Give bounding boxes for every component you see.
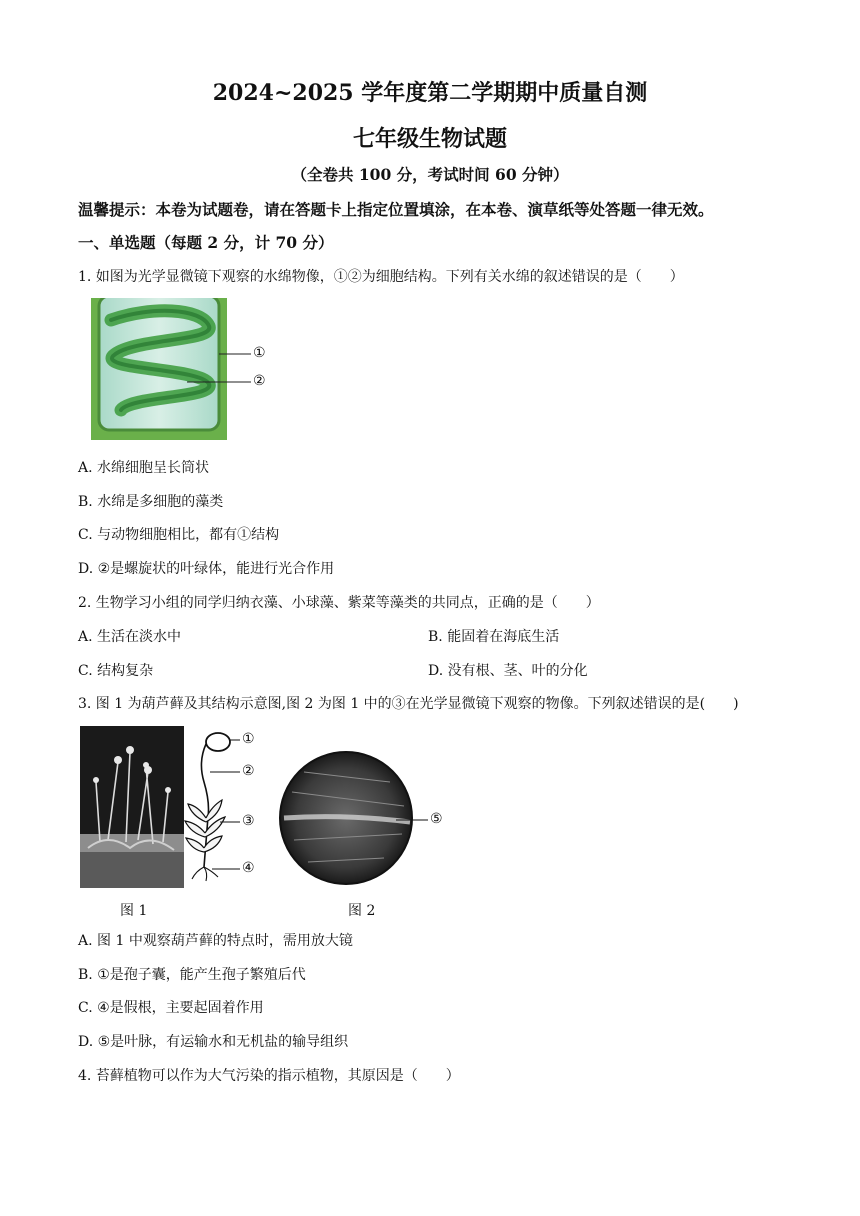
q1-option-d: D. ②是螺旋状的叶绿体，能进行光合作用	[78, 561, 335, 577]
notice: 温馨提示：本卷为试题卷，请在答题卡上指定位置填涂，在本卷、演草纸等处答题一律无效。	[78, 200, 714, 219]
question-1-stem: 1. 如图为光学显微镜下观察的水绵物像，①②为细胞结构。下列有关水绵的叙述错误的是（ ）	[78, 269, 684, 285]
q3-option-c: C. ④是假根，主要起固着作用	[78, 1000, 264, 1016]
q2-option-b: B. 能固着在海底生活	[428, 629, 560, 645]
q3-option-a: A. 图 1 中观察葫芦藓的特点时，需用放大镜	[78, 933, 353, 949]
exam-subtitle: 七年级生物试题	[352, 126, 507, 152]
question-4-stem: 4. 苔藓植物可以作为大气污染的指示植物，其原因是（ ）	[78, 1068, 460, 1084]
q2-option-d: D. 没有根、茎、叶的分化	[428, 663, 588, 679]
section-heading: 一、单选题（每题 2 分，计 70 分）	[78, 233, 334, 252]
figure3-label-1: ①	[242, 731, 255, 747]
q3-option-d: D. ⑤是叶脉，有运输水和无机盐的输导组织	[78, 1034, 349, 1050]
figure3-label-3: ③	[242, 813, 255, 829]
spirogyra-figure	[91, 298, 281, 440]
exam-title: 2024~2025 学年度第二学期期中质量自测	[212, 80, 648, 106]
q1-option-c: C. 与动物细胞相比，都有①结构	[78, 527, 280, 543]
figure1-label-1: ①	[253, 345, 266, 361]
figure-caption-1: 图 1	[120, 903, 148, 919]
figure-caption-2: 图 2	[348, 903, 376, 919]
figure3-label-2: ②	[242, 763, 255, 779]
q3-option-b: B. ①是孢子囊，能产生孢子繁殖后代	[78, 967, 306, 983]
figure1-label-2: ②	[253, 373, 266, 389]
moss-figure	[78, 722, 458, 922]
q2-option-a: A. 生活在淡水中	[78, 629, 182, 645]
q2-option-c: C. 结构复杂	[78, 663, 154, 679]
figure3-label-5: ⑤	[430, 811, 443, 827]
figure3-label-4: ④	[242, 860, 255, 876]
question-2-stem: 2. 生物学习小组的同学归纳衣藻、小球藻、紫菜等藻类的共同点，正确的是（ ）	[78, 595, 600, 611]
q1-option-a: A. 水绵细胞呈长筒状	[78, 460, 210, 476]
question-3-stem: 3. 图 1 为葫芦藓及其结构示意图,图 2 为图 1 中的③在光学显微镜下观察的物像。下列叙述错误的是( )	[78, 696, 739, 712]
exam-info: （全卷共 100 分，考试时间 60 分钟）	[291, 165, 569, 184]
q1-option-b: B. 水绵是多细胞的藻类	[78, 494, 224, 510]
